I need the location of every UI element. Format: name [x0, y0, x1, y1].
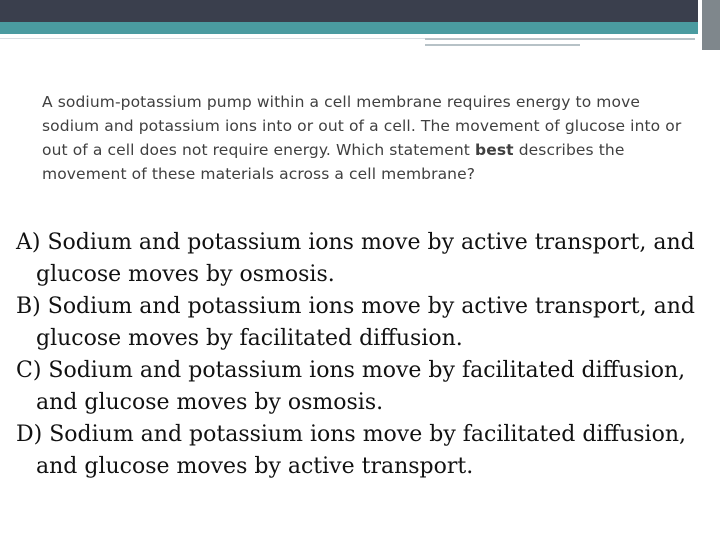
header-accent-line-long — [425, 38, 695, 40]
option-a: A) Sodium and potassium ions move by active transport, and glucose moves by osmosis. — [16, 230, 695, 287]
option-d: D) Sodium and potassium ions move by facilitated diffusion, and glucose moves by active transport. — [16, 422, 686, 479]
answer-options — [16, 227, 716, 483]
question-text — [42, 90, 682, 186]
header-rule — [0, 38, 425, 39]
header-accent-line-short — [425, 44, 580, 46]
corner-block — [702, 0, 720, 50]
header-accent-band — [0, 22, 720, 34]
question-emphasis: best — [475, 141, 514, 159]
option-c: C) Sodium and potassium ions move by facilitated diffusion, and glucose moves by osmosis. — [16, 358, 686, 415]
option-b: B) Sodium and potassium ions move by active transport, and glucose moves by facilitated diffusion. — [16, 294, 696, 351]
header-bar — [0, 0, 720, 22]
question-part-1: A sodium-potassium pump within a cell membrane requires energy to move sodium and potassium ions into or out of a cell. The movement of glucose into or out of a cell does not require energy. Which statement — [42, 93, 682, 159]
question-part-2: describes the movement of these materials across a cell membrane? — [42, 141, 625, 183]
